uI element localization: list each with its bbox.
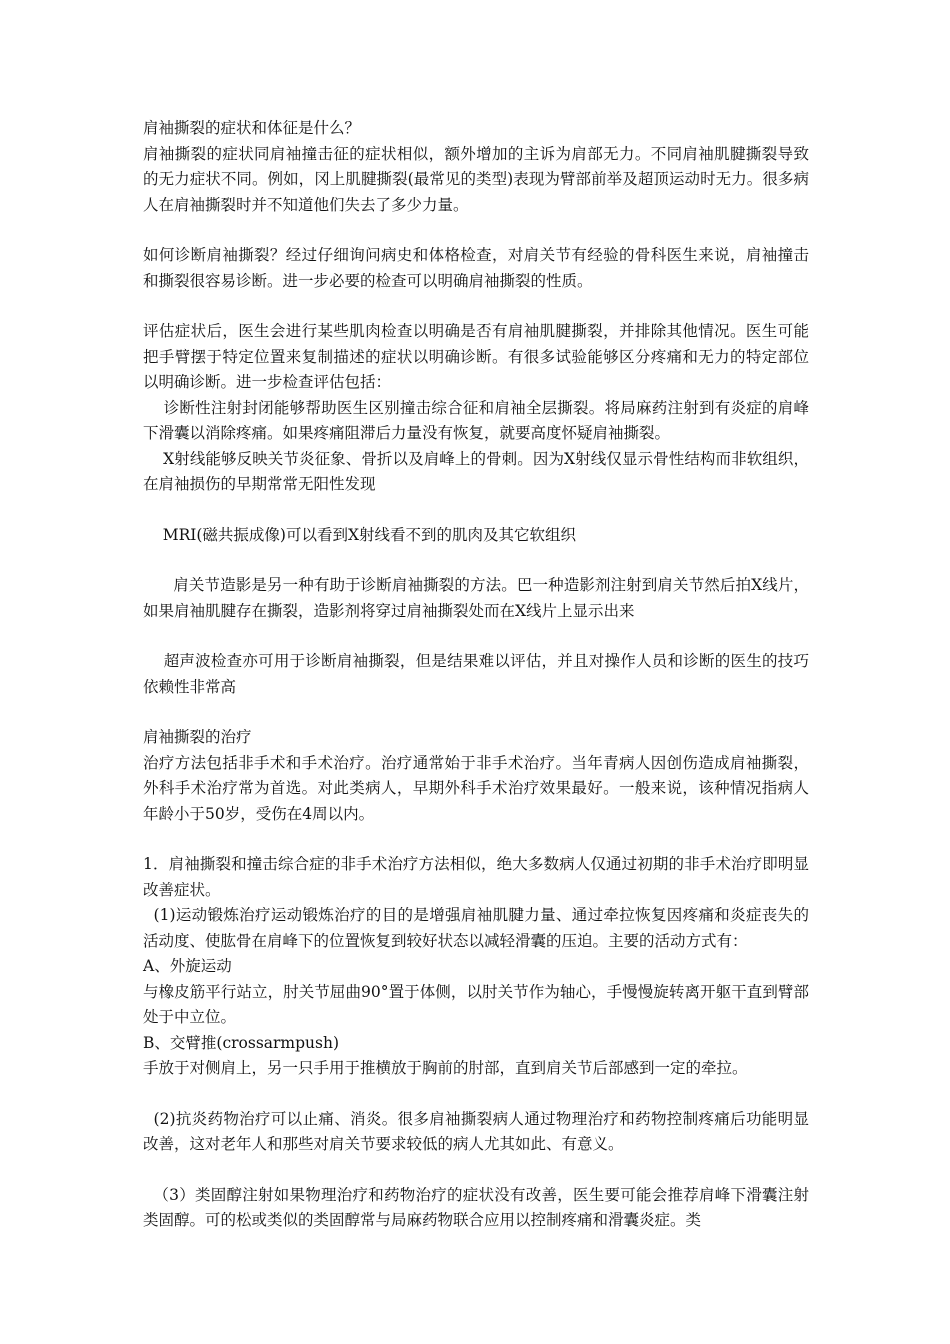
- document-body: [143, 116, 809, 1234]
- section-heading-symptoms: 肩袖撕裂的症状和体征是什么？: [143, 119, 361, 137]
- paragraph-anti-inflammatory: (2)抗炎药物治疗可以止痛、消炎。很多肩袖撕裂病人通过物理治疗和药物控制疼痛后功能明显改善，这对老年人和那些对肩关节要求较低的病人尤其如此、有意义。: [143, 1109, 809, 1153]
- blank-line: [143, 1082, 809, 1107]
- blank-line: [143, 624, 809, 649]
- paragraph-steroid-injection: （3）类固醇注射如果物理治疗和药物治疗的症状没有改善，医生要可能会推荐肩峰下滑囊注射类固醇。可的松或类似的类固醇常与局麻药物联合应用以控制疼痛和滑囊炎症。类: [143, 1185, 809, 1229]
- subheading-external-rotation: A、外旋运动: [143, 957, 232, 975]
- blank-line: [143, 548, 809, 573]
- blank-line: [143, 1158, 809, 1183]
- paragraph-treatment-overview: 治疗方法包括非手术和手术治疗。治疗通常始于非手术治疗。当年青病人因创伤造成肩袖撕裂，外科手术治疗常为首选。对此类病人，早期外科手术治疗效果最好。一般来说，该种情况指病人年龄小于50岁，受伤在4周以内。: [143, 753, 809, 823]
- paragraph-xray: X射线能够反映关节炎征象、骨折以及肩峰上的骨刺。因为X射线仅显示骨性结构而非软组织，在肩袖损伤的早期常常无阳性发现: [143, 449, 809, 493]
- paragraph-symptoms: 肩袖撕裂的症状同肩袖撞击征的症状相似，额外增加的主诉为肩部无力。不同肩袖肌腱撕裂导致的无力症状不同。例如，冈上肌腱撕裂(最常见的类型)表现为臂部前举及超顶运动时无力。很多病人在肩袖撕裂时并不知道他们失去了多少力量。: [143, 144, 809, 214]
- subheading-cross-arm-push: B、交臂推(crossarmpush): [143, 1033, 340, 1052]
- blank-line: [143, 218, 809, 243]
- paragraph-mri: MRI(磁共振成像)可以看到X射线看不到的肌肉及其它软组织: [143, 525, 577, 544]
- section-heading-treatment: 肩袖撕裂的治疗: [143, 728, 252, 746]
- blank-line: [143, 700, 809, 725]
- blank-line: [143, 498, 809, 523]
- paragraph-nonsurgical: 1．肩袖撕裂和撞击综合症的非手术治疗方法相似，绝大多数病人仅通过初期的非手术治疗即明显改善症状。: [143, 855, 809, 899]
- paragraph-diagnostic-injection: 诊断性注射封闭能够帮助医生区别撞击综合征和肩袖全层撕裂。将局麻药注射到有炎症的肩峰下滑囊以消除疼痛。如果疼痛阻滞后力量没有恢复，就要高度怀疑肩袖撕裂。: [143, 398, 809, 442]
- paragraph-arthrography: 肩关节造影是另一种有助于诊断肩袖撕裂的方法。巴一种造影剂注射到肩关节然后拍X线片，如果肩袖肌腱存在撕裂，造影剂将穿过肩袖撕裂处而在X线片上显示出来: [143, 576, 809, 620]
- paragraph-diagnosis-intro: 如何诊断肩袖撕裂？经过仔细询问病史和体格检查，对肩关节有经验的骨科医生来说，肩袖撞击和撕裂很容易诊断。进一步必要的检查可以明确肩袖撕裂的性质。: [143, 246, 809, 290]
- blank-line: [143, 827, 809, 852]
- paragraph-evaluation: 评估症状后，医生会进行某些肌肉检查以明确是否有肩袖肌腱撕裂，并排除其他情况。医生可能把手臂摆于特定位置来复制描述的症状以明确诊断。有很多试验能够区分疼痛和无力的特定部位以明确诊断。进一步检查评估包括：: [143, 322, 809, 391]
- paragraph-cross-arm-push: 手放于对侧肩上，另一只手用于推横放于胸前的肘部，直到肩关节后部感到一定的牵拉。: [143, 1059, 748, 1077]
- paragraph-external-rotation: 与橡皮筋平行站立，肘关节屈曲90°置于体侧，以肘关节作为轴心，手慢慢旋转离开躯干直到臂部处于中立位。: [143, 982, 809, 1026]
- paragraph-exercise-therapy: (1)运动锻炼治疗运动锻炼治疗的目的是增强肩袖肌腱力量、通过牵拉恢复因疼痛和炎症丧失的活动度、使肱骨在肩峰下的位置恢复到较好状态以减轻滑囊的压迫。主要的活动方式有：: [143, 906, 809, 950]
- paragraph-ultrasound: 超声波检查亦可用于诊断肩袖撕裂，但是结果难以评估，并且对操作人员和诊断的医生的技巧依赖性非常高: [143, 652, 809, 696]
- blank-line: [143, 294, 809, 319]
